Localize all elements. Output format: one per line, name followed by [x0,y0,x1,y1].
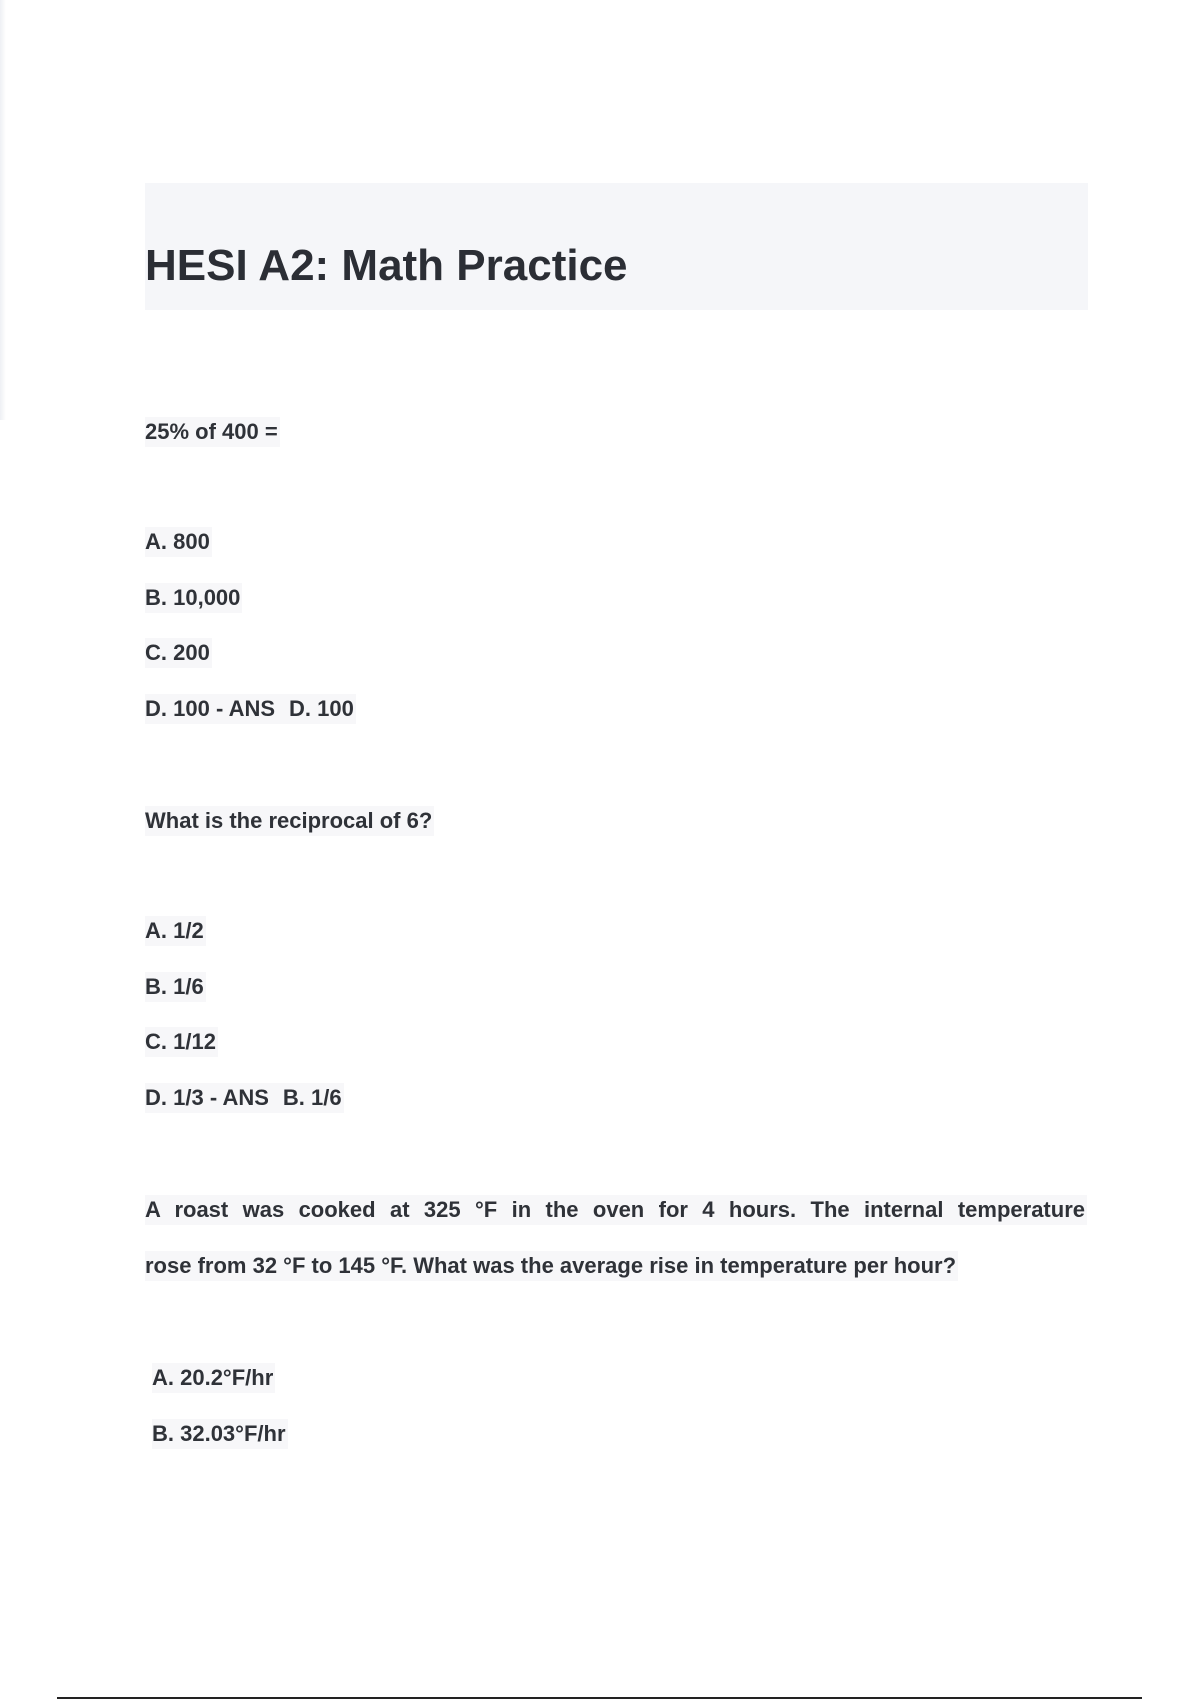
page-edge-shadow [0,0,6,420]
question-1-option-d-line [145,694,356,724]
question-3-prompt-line-1: A roast was cooked at 325 °F in the oven for 4 hours. The internal temperature [145,1195,1087,1225]
question-3-option-a: A. 20.2°F/hr [152,1363,275,1393]
question-1-option-c: C. 200 [145,638,212,668]
question-3-option-b: B. 32.03°F/hr [152,1419,288,1449]
question-2-option-c: C. 1/12 [145,1027,218,1057]
question-2-option-b: B. 1/6 [145,972,206,1002]
question-2-answer-marker: - ANS [203,1085,269,1110]
question-2-option-a: A. 1/2 [145,916,206,946]
question-2-option-d: D. 1/3 [145,1085,204,1110]
question-1-option-d: D. 100 [145,696,210,721]
question-1-answer-marker: - ANS [209,696,276,721]
page-title: HESI A2: Math Practice [145,241,628,290]
question-1-prompt: 25% of 400 = [145,417,280,447]
question-2-option-d-line [145,1083,344,1113]
question-3-prompt-line-2: rose from 32 °F to 145 °F. What was the average rise in temperature per hour? [145,1251,958,1281]
question-1-option-a: A. 800 [145,527,212,557]
question-2-prompt: What is the reciprocal of 6? [145,806,434,836]
question-1-answer: D. 100 [289,696,354,721]
question-2-answer: B. 1/6 [282,1085,342,1110]
question-1-option-b: B. 10,000 [145,583,242,613]
page-bottom-rule [57,1697,1142,1699]
